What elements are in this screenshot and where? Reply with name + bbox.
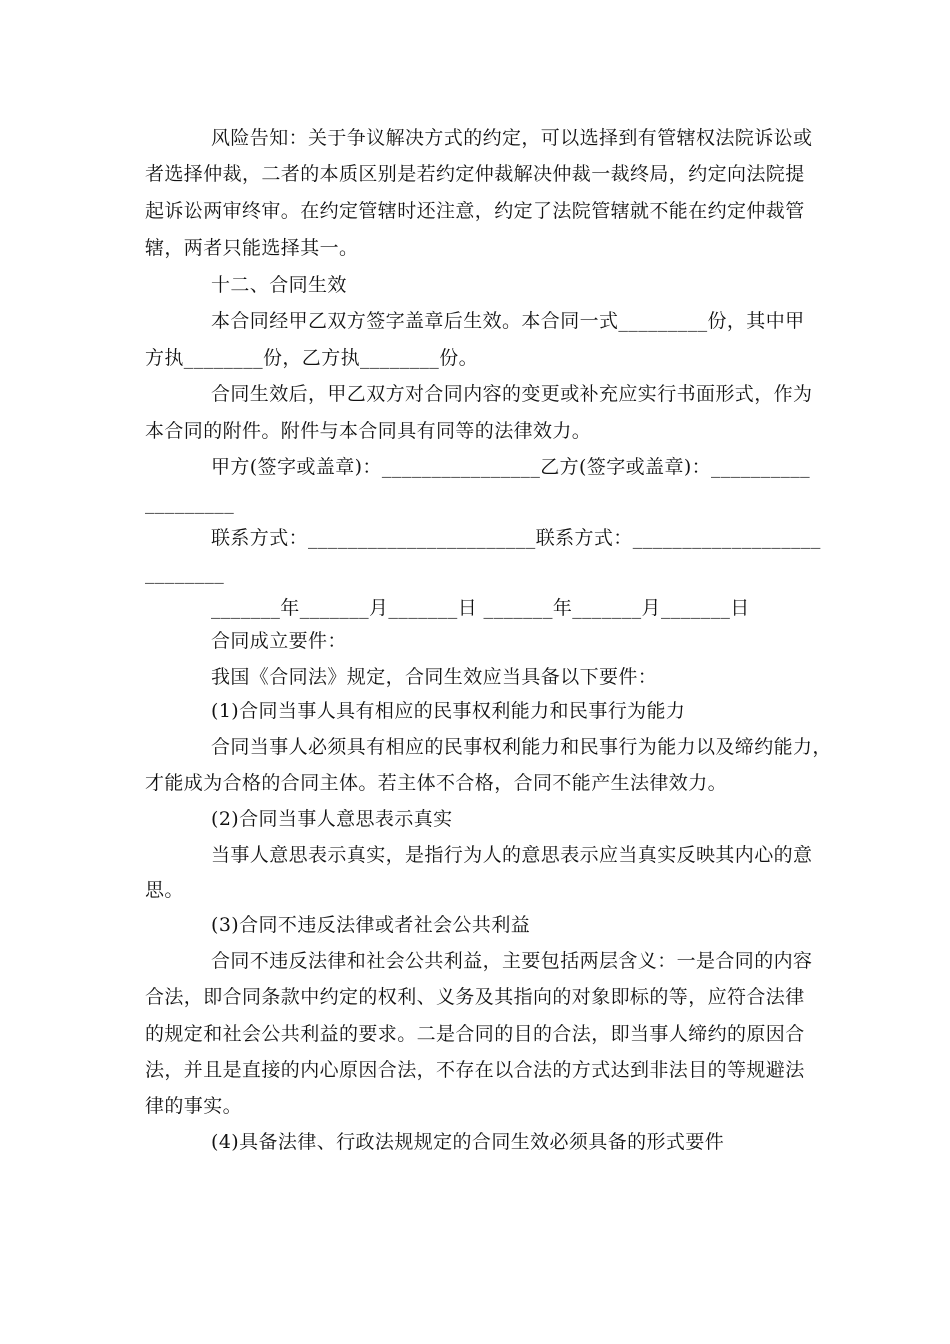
paragraph-line: 当事人意思表示真实，是指行为人的意思表示应当真实反映其内心的意 — [211, 844, 813, 866]
paragraph-line: 合法，即合同条款中约定的权利、义务及其指向的对象即标的等，应符合法律 — [145, 986, 805, 1008]
paragraph-line: 本合同经甲乙双方签字盖章后生效。本合同一式_________份，其中甲 — [211, 310, 805, 332]
paragraph-line: 合同不违反法律和社会公共利益，主要包括两层含义：一是合同的内容 — [211, 950, 813, 972]
paragraph-line: 本合同的附件。附件与本合同具有同等的法律效力。 — [145, 420, 592, 442]
requirements-heading: 合同成立要件： — [211, 630, 347, 652]
paragraph-line: 合同当事人必须具有相应的民事权利能力和民事行为能力以及缔约能力， — [211, 736, 832, 758]
item-title: (4)具备法律、行政法规规定的合同生效必须具备的形式要件 — [211, 1131, 725, 1153]
item-title: (2)合同当事人意思表示真实 — [211, 808, 453, 830]
risk-notice-line: 辖，两者只能选择其一。 — [145, 237, 359, 259]
paragraph-line: 方执________份，乙方执________份。 — [145, 347, 479, 369]
paragraph-line: 的规定和社会公共利益的要求。二是合同的目的合法，即当事人缔约的原因合 — [145, 1023, 805, 1045]
signature-line-continued: _________ — [145, 492, 235, 514]
contact-line: 联系方式：_______________________联系方式：___________________ — [211, 527, 821, 549]
paragraph-line: 才能成为合格的合同主体。若主体不合格，合同不能产生法律效力。 — [145, 772, 728, 794]
paragraph-line: 我国《合同法》规定，合同生效应当具备以下要件： — [211, 666, 658, 688]
signature-line: 甲方(签字或盖章)：________________乙方(签字或盖章)：__________ — [211, 456, 811, 478]
risk-notice-line: 起诉讼两审终审。在约定管辖时还注意，约定了法院管辖就不能在约定仲裁管 — [145, 200, 805, 222]
section-heading: 十二、合同生效 — [211, 274, 347, 296]
paragraph-line: 合同生效后，甲乙双方对合同内容的变更或补充应实行书面形式，作为 — [211, 383, 813, 405]
paragraph-line: 法，并且是直接的内心原因合法，不存在以合法的方式达到非法目的等规避法 — [145, 1059, 805, 1081]
risk-notice-line: 风险告知：关于争议解决方式的约定，可以选择到有管辖权法院诉讼或 — [211, 127, 813, 149]
paragraph-line: 思。 — [145, 879, 184, 901]
contact-line-continued: ________ — [145, 562, 225, 584]
risk-notice-line: 者选择仲裁，二者的本质区别是若约定仲裁解决仲裁一裁终局，约定向法院提 — [145, 163, 805, 185]
paragraph-line: 律的事实。 — [145, 1095, 243, 1117]
item-title: (1)合同当事人具有相应的民事权利能力和民事行为能力 — [211, 700, 686, 722]
item-title: (3)合同不违反法律或者社会公共利益 — [211, 914, 531, 936]
date-line: _______年_______月_______日 _______年_______月_______日 — [211, 597, 750, 619]
